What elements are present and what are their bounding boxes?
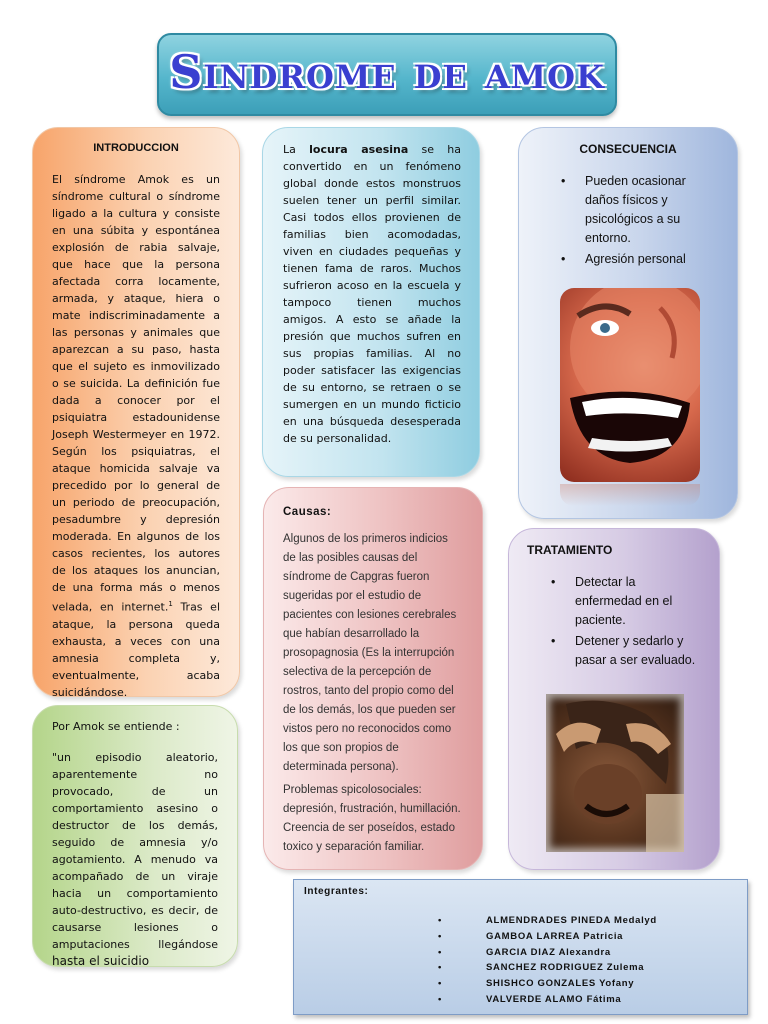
bullet-icon: •	[438, 993, 443, 1005]
bullet-icon: •	[438, 930, 443, 942]
list-item: • GAMBOA LARREA Patricia	[438, 929, 657, 945]
consecuencia-list	[561, 172, 717, 271]
bullet-icon: •	[551, 575, 556, 589]
locura-panel	[262, 127, 480, 477]
bullet-icon: •	[438, 978, 443, 990]
integrantes-panel	[293, 879, 748, 1015]
list-item: • GARCIA DIAZ Alexandra	[438, 945, 657, 961]
causas-heading: Causas:	[283, 506, 332, 518]
causas-paragraph-1: Algunos de los primeros indicios de las posibles causas del síndrome de Capgras fueron sugeridas por el estudio de pacientes con lesiones cerebrales que habían desarrollado la prosopagnosia (Es la interrupción selectiva de la percepción de rostros, tanto del propio como del de los demás, los que pueden ser vistos pero no reconocidos como los que son propios de determinada persona).	[283, 533, 457, 773]
list-item: • Detectar la enfermedad en el paciente.	[551, 575, 673, 627]
locura-body: se ha convertido en un fenómeno global donde estos monstruos suelen tener un perfil similar. Casi todos ellos provienen de familias bien acomodadas, viven en ciudades pequeñas y tienen fama de raros. Muchos sufrieron acoso en la escuela y tampoco tienen muchos amigos. A esto se añade la presión que muchos sufren en sus propias familias. Al no poder satisfacer las exigencias de su entorno, se retraen o se sumergen en un mundo ficticio en una búsqueda desesperada de su personalidad.	[283, 143, 461, 445]
list-item: • Detener y sedarlo y pasar a ser evaluado.	[551, 634, 696, 667]
tratamiento-list	[551, 573, 701, 672]
consecuencia-heading: CONSECUENCIA	[579, 142, 677, 156]
bullet-icon: •	[438, 946, 443, 958]
list-item: • SHISHCO GONZALES Yofany	[438, 976, 657, 992]
bullet-icon: •	[438, 915, 443, 926]
amok-quote-text: "un episodio aleatorio, aparentemente no provocado, de un comportamiento asesino o destructor de los demás, seguido de amnesia y/o agotamiento. A menudo va acompañado de un viraje hacia un comportamiento auto-destructivo, es decir, de causarse lesiones o amputaciones llegándose	[52, 751, 218, 951]
angry-face-image	[560, 288, 700, 482]
intro-text	[52, 171, 220, 701]
tratamiento-heading: TRATAMIENTO	[527, 543, 613, 557]
bullet-icon: •	[561, 252, 566, 266]
amok-definition-panel	[32, 705, 238, 967]
title-banner	[157, 33, 617, 116]
list-item: • Agresión personal	[561, 250, 717, 269]
members-list	[438, 913, 657, 1008]
painting-illustration	[546, 694, 684, 852]
amok-quote	[52, 749, 218, 970]
list-item: • SANCHEZ RODRIGUEZ Zulema	[438, 960, 657, 976]
intro-panel	[32, 127, 240, 697]
angry-face-illustration	[560, 288, 700, 482]
footnote-marker: 1	[168, 600, 173, 608]
list-item: • VALVERDE ALAMO Fátima	[438, 992, 657, 1008]
bullet-icon: •	[551, 634, 556, 648]
list-item: • ALMENDRADES PINEDA Medalyd	[438, 913, 657, 929]
locura-pre: La	[283, 143, 310, 156]
causas-panel	[263, 487, 483, 870]
causas-paragraph-2: Problemas spicolosociales: depresión, frustración, humillación. Creencia de ser poseídos, estado toxico y separación familiar.	[283, 784, 461, 853]
intro-body: El síndrome Amok es un síndrome cultural o síndrome ligado a la cultura y consiste en una súbita y espontánea explosión de rabia salvaje, que hace que la persona afectada corra locamente, armada, y ataque, hiera o mate indiscriminadamente a las personas y animales que aparezcan a su paso, hasta que el sujeto es inmovilizado o se suicida. La definición fue dada a conocer por el psiquiatra estadounidense Joseph Westermeyer en 1972. Según los psiquiatras, el ataque homicida salvaje va precedido por lo general de un periodo de preocupación, pesadumbre y depresión moderada. En algunos de los casos recientes, los autores de los ataques los anuncian, de una forma más o menos velada, en internet.	[52, 173, 220, 614]
bullet-icon: •	[438, 962, 443, 974]
causas-text	[283, 530, 462, 857]
amok-quote-end: hasta el suicidio	[52, 954, 150, 968]
locura-bold: locura asesina	[309, 143, 409, 156]
amok-lead: Por Amok se entiende :	[52, 720, 180, 733]
list-item: • Pueden ocasionar daños físicos y psicológicos a su entorno.	[561, 174, 686, 245]
bullet-icon: •	[561, 174, 566, 188]
image-reflection	[560, 484, 700, 506]
locura-text	[283, 141, 461, 447]
anguished-figure-painting	[546, 694, 684, 852]
page-title: Sindrome de amok	[169, 45, 605, 99]
integrantes-label: Integrantes:	[304, 886, 369, 897]
intro-body-2: Tras el ataque, la persona queda exhausta, a veces con una amnesia completa y, eventualmente, acaba suicidándose.	[52, 600, 221, 699]
intro-heading: INTRODUCCION	[93, 142, 179, 154]
